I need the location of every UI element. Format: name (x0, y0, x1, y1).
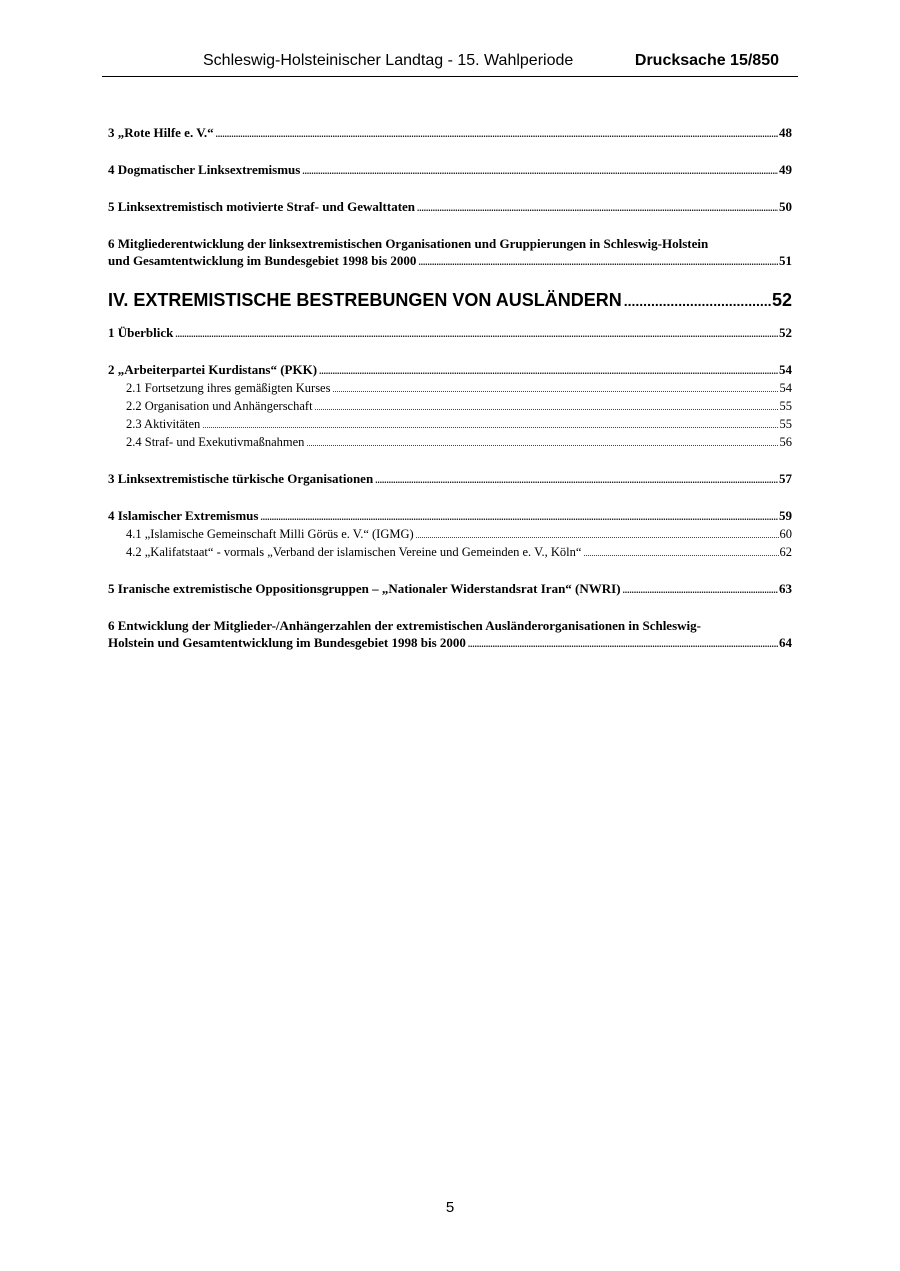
toc-subentry-text: 2.1 Fortsetzung ihres gemäßigten Kurses (126, 381, 331, 395)
dot-leader (623, 582, 778, 599)
toc-entry-page: 52 (779, 325, 792, 340)
toc-entry-text: 3 Linksextremistische türkische Organisationen (108, 471, 374, 486)
toc-subentry-4-2[interactable] (108, 544, 792, 562)
dot-leader (315, 399, 779, 416)
toc-entry-text-line2: und Gesamtentwicklung im Bundesgebiet 1998 bis 2000 (108, 253, 417, 268)
dot-leader (202, 417, 778, 434)
page-header (102, 50, 798, 77)
dot-leader (216, 126, 778, 143)
toc-subentry-text: 2.3 Aktivitäten (126, 417, 201, 431)
toc-entry-iv-1[interactable] (108, 324, 792, 343)
toc-entry-5[interactable] (108, 198, 792, 217)
table-of-contents (108, 124, 792, 671)
dot-leader (418, 254, 778, 271)
toc-entry-text: 3 „Rote Hilfe e. V.“ (108, 125, 214, 140)
toc-subentry-page: 54 (779, 381, 792, 395)
toc-entry-6[interactable] (108, 235, 792, 271)
toc-entry-iv-5[interactable] (108, 580, 792, 599)
toc-entry-page: 49 (779, 162, 792, 177)
dot-leader (302, 163, 778, 180)
toc-entry-text: 1 Überblick (108, 325, 174, 340)
dot-leader (468, 636, 778, 653)
toc-subentry-text: 4.1 „Islamische Gemeinschaft Milli Görüs e. V.“ (IGMG) (126, 527, 414, 541)
toc-entry-page: 57 (779, 471, 792, 486)
toc-subentry-page: 62 (779, 545, 792, 559)
toc-subentry-page: 55 (779, 399, 792, 413)
toc-subentry-2-1[interactable] (108, 380, 792, 398)
toc-entry-iv-2[interactable] (108, 361, 792, 380)
header-title: Schleswig-Holsteinischer Landtag - 15. Wahlperiode (203, 52, 574, 69)
toc-entry-text-line1: 6 Entwicklung der Mitglieder-/Anhängerzahlen der extremistischen Ausländerorganisationen in Schleswig- (108, 618, 701, 633)
toc-entry-page: 63 (779, 581, 792, 596)
toc-chapter-page: 52 (771, 290, 792, 310)
toc-chapter-text: IV. EXTREMISTISCHE BESTREBUNGEN VON AUSLÄNDERN (108, 290, 622, 310)
toc-subentry-2-4[interactable] (108, 434, 792, 452)
toc-subentry-2-3[interactable] (108, 416, 792, 434)
dot-leader (583, 545, 778, 562)
toc-subentry-4-1[interactable] (108, 526, 792, 544)
toc-entry-text: 4 Dogmatischer Linksextremismus (108, 162, 301, 177)
dot-leader (319, 363, 778, 380)
header-document-reference: Drucksache 15/850 (634, 52, 779, 69)
toc-subentry-page: 55 (779, 417, 792, 431)
toc-entry-text: 5 Linksextremistisch motivierte Straf- und Gewalttaten (108, 199, 416, 214)
toc-entry-page: 54 (779, 362, 792, 377)
toc-entry-iv-4[interactable] (108, 507, 792, 526)
toc-group-iv-2 (108, 361, 792, 452)
toc-entry-3[interactable] (108, 124, 792, 143)
toc-entry-text-line1: 6 Mitgliederentwicklung der linksextremistischen Organisationen und Gruppierungen in Schleswig-Holstein (108, 236, 709, 251)
toc-entry-page: 48 (779, 125, 792, 140)
toc-entry-iv-3[interactable] (108, 470, 792, 489)
dot-leader (260, 509, 778, 526)
toc-entry-iv-6[interactable] (108, 617, 792, 653)
toc-subentry-2-2[interactable] (108, 398, 792, 416)
toc-entry-4[interactable] (108, 161, 792, 180)
toc-group-iv-4 (108, 507, 792, 562)
toc-subentry-text: 2.4 Straf- und Exekutivmaßnahmen (126, 435, 305, 449)
toc-entry-text: 4 Islamischer Extremismus (108, 508, 259, 523)
dot-leader (375, 472, 778, 489)
dot-leader (416, 527, 779, 544)
toc-chapter-iv[interactable] (108, 289, 792, 312)
toc-entry-text: 5 Iranische extremistische Oppositionsgruppen – „Nationaler Widerstandsrat Iran“ (NWRI) (108, 581, 621, 596)
toc-entry-page: 50 (779, 199, 792, 214)
toc-entry-text-line2: Holstein und Gesamtentwicklung im Bundesgebiet 1998 bis 2000 (108, 635, 466, 650)
toc-subentry-text: 4.2 „Kalifatstaat“ - vormals „Verband der islamischen Vereine und Gemeinden e. V., Köln“ (126, 545, 582, 559)
dot-leader (306, 435, 778, 452)
toc-subentry-text: 2.2 Organisation und Anhängerschaft (126, 399, 313, 413)
dot-leader (332, 381, 778, 398)
dot-leader (624, 290, 771, 312)
dot-leader (417, 200, 778, 217)
dot-leader (175, 326, 778, 343)
toc-entry-page: 59 (779, 508, 792, 523)
toc-entry-text: 2 „Arbeiterpartei Kurdistans“ (PKK) (108, 362, 318, 377)
toc-subentry-page: 56 (779, 435, 792, 449)
toc-subentry-page: 60 (779, 527, 792, 541)
page-number: 5 (445, 1199, 455, 1216)
toc-entry-page: 51 (779, 253, 792, 268)
toc-entry-page: 64 (779, 635, 792, 650)
